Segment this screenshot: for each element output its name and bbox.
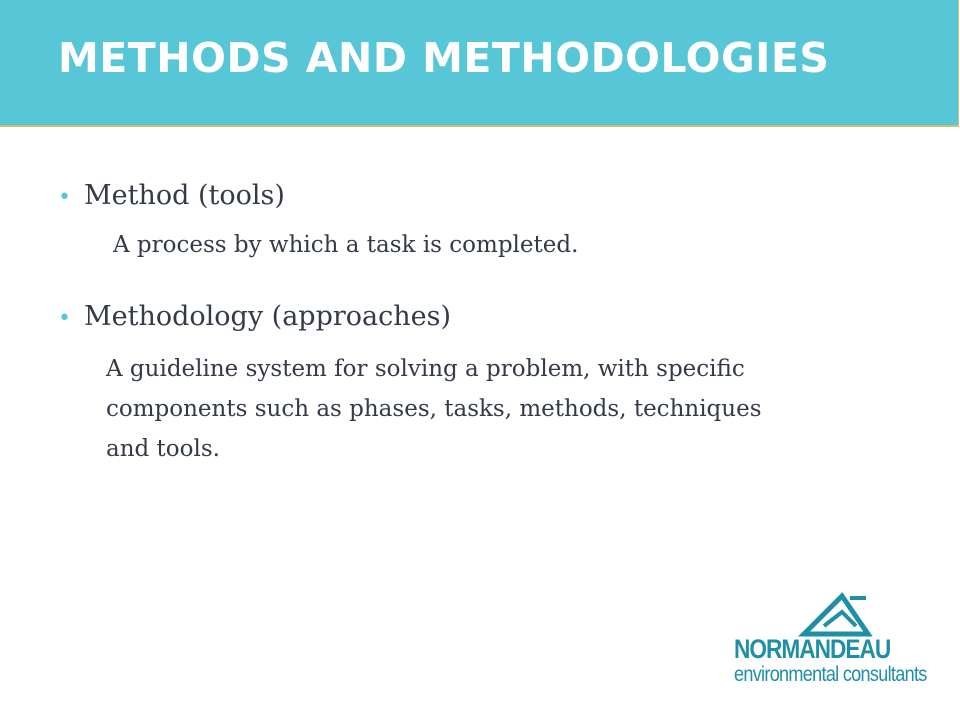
methodology-description-line: and tools. — [106, 436, 220, 462]
normandeau-logo — [732, 590, 942, 700]
methodology-description-line: components such as phases, tasks, methods, techniques — [106, 396, 762, 422]
normandeau-triangle-logo-icon — [732, 590, 942, 640]
bullet-method-heading: Method (tools) — [84, 180, 285, 211]
title-bar — [0, 0, 959, 127]
method-description: A process by which a task is completed. — [113, 232, 579, 258]
slide-title: METHODS AND METHODOLOGIES — [58, 34, 830, 82]
logo-tagline: environmental consultants — [734, 663, 927, 686]
methodology-description-line: A guideline system for solving a problem, with specific — [106, 356, 745, 382]
bullet-icon: • — [58, 306, 71, 331]
methodology-description — [106, 349, 762, 469]
logo-name: NORMANDEAU — [734, 634, 891, 664]
bullet-icon: • — [58, 185, 71, 210]
bullet-methodology-heading: Methodology (approaches) — [84, 301, 452, 332]
